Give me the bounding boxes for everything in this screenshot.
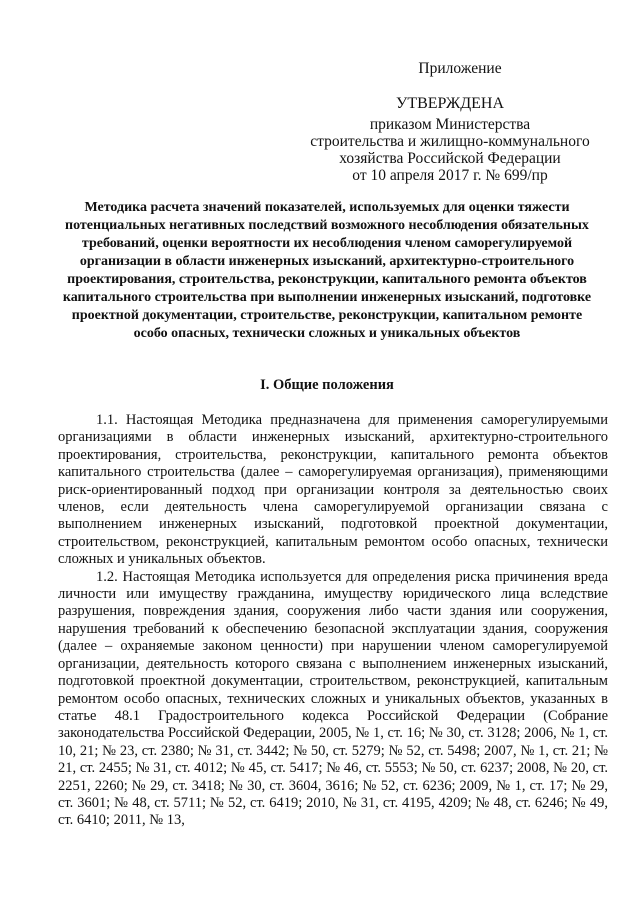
document-title: Методика расчета значений показателей, используемых для оценки тяжести потенциальных негативных последствий возможного несоблюдения обязательных требований, оценки вероятности их несоблюдения членом саморегулируемой организации в области инженерных изысканий, архитектурно-строительного проектирования, строительства, реконструкции, капитального ремонта объектов капитального строительства при выполнении инженерных изысканий, подготовке проектной документации, строительстве, реконструкции, капитальном ремонте особо опасных, технически сложных и уникальных объектов — [62, 200, 592, 341]
paragraph-1-2: 1.2. Настоящая Методика используется для определения риска причинения вреда личности или имуществу гражданина, имуществу юридического лица вследствие разрушения, повреждения здания, сооружения либо части здания или сооружения, нарушения требований к обеспечению безопасной эксплуатации здания, сооружения (далее – охраняемые законом ценности) при нарушении членом саморегулируемой организации, деятельность которого связана с выполнением инженерных изысканий, подготовкой проектной документации, строительством, реконструкцией, капитальным ремонтом особо опасных, технических сложных и уникальных объектов, указанных в статье 48.1 Градостроительного кодекса Российской Федерации (Собрание законодательства Российской Федерации, 2005, № 1, ст. 16; № 30, ст. 3128; 2006, № 1, ст. 10, 21; № 23, ст. 2380; № 31, ст. 3442; № 50, ст. 5279; № 52, ст. 5498; 2007, № 1, ст. 21; № 21, ст. 2455; № 31, ст. 4012; № 45, ст. 5417; № 46, ст. 5553; № 50, ст. 6237; 2008, № 20, ст. 2251, 2260; № 29, ст. 3418; № 30, ст. 3604, 3616; № 52, ст. 6236; 2009, № 1, ст. 17; № 29, ст. 3601; № 48, ст. 5711; № 52, ст. 6419; 2010, № 31, ст. 4195, 4209; № 48, ст. 6246; № 49, ст. 6410; 2011, № 13, — [58, 568, 608, 829]
order-line-3: хозяйства Российской Федерации — [339, 150, 561, 167]
approval-block — [300, 60, 600, 184]
order-line-2: строительства и жилищно-коммунального — [310, 133, 590, 150]
document-body — [58, 412, 608, 830]
attachment-label: Приложение — [418, 60, 502, 77]
section-heading: I. Общие положения — [260, 377, 394, 393]
order-line-1: приказом Министерства — [369, 116, 531, 133]
paragraph-1-1: 1.1. Настоящая Методика предназначена для применения саморегулируемыми организациями в области инженерных изысканий, архитектурно-строительного проектирования, строительства, реконструкции, капитального ремонта объектов капитального строительства (далее – саморегулируемая организация), применяющими риск-ориентированный подход при организации контроля за деятельностью своих членов, если деятельность члена саморегулируемой организации связана с выполнением инженерных изысканий, подготовкой проектной документации, строительством, реконструкцией, капитальным ремонтом особо опасных, технически сложных и уникальных объектов. — [58, 412, 608, 568]
order-line-4: от 10 апреля 2017 г. № 699/пр — [352, 167, 548, 184]
approved-stamp: УТВЕРЖДЕНА — [395, 95, 504, 112]
